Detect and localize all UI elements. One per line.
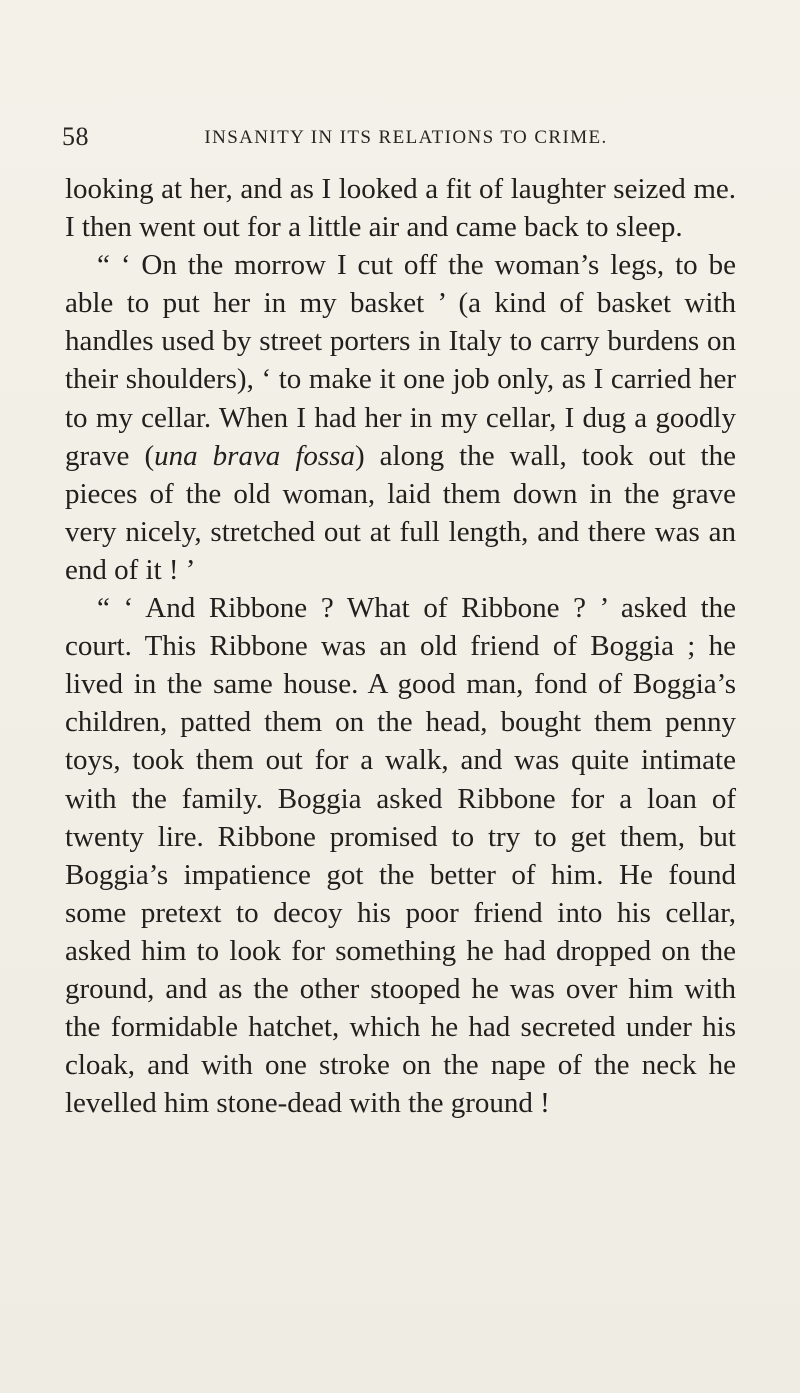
running-head	[62, 122, 742, 152]
running-title: INSANITY IN ITS RELATIONS TO CRIME.	[204, 127, 608, 148]
paragraph-2-text-start: “ ‘ On the morrow I cut off the woman’s legs, to be able to put her in my basket ’ (a kind of basket with handles used by street porters in Italy to carry burdens on their shoulders), ‘ to make it one job only, as I carried her to my cellar. When I had her in my cellar, I dug a goodly grave (	[65, 249, 736, 472]
italic-phrase: una brava fossa	[154, 439, 355, 472]
paragraph-1	[65, 170, 736, 246]
paragraph-2-text-end: ) along the wall, took out the pieces of the old woman, laid them down in the grave very nicely, stretched out at full length, and there was an end of it ! ’	[65, 439, 736, 586]
page-number: 58	[62, 122, 89, 151]
paragraph-1-text: looking at her, and as I looked a fit of laughter seized me. I then went out for a little air and came back to sleep.	[65, 173, 736, 244]
paragraph-3-text: “ ‘ And Ribbone ? What of Ribbone ? ’ asked the court. This Ribbone was an old friend of Boggia ; he lived in the same house. A good man, fond of Boggia’s children, patted them on the head, bought them penny toys, took them out for a walk, and was quite intimate with the family. Boggia asked Ribbone for a loan of twenty lire. Ribbone promised to try to get them, but Boggia’s impatience got the better of him. He found some pretext to decoy his poor friend into his cellar, asked him to look for something he had dropped on the ground, and as the other stooped he was over him with the formidable hatchet, which he had secreted under his cloak, and with one stroke on the nape of the neck he levelled him stone-dead with the ground !	[65, 592, 736, 1120]
paragraph-3	[65, 589, 736, 1122]
paragraph-2	[65, 246, 736, 589]
body-text	[65, 170, 736, 1122]
